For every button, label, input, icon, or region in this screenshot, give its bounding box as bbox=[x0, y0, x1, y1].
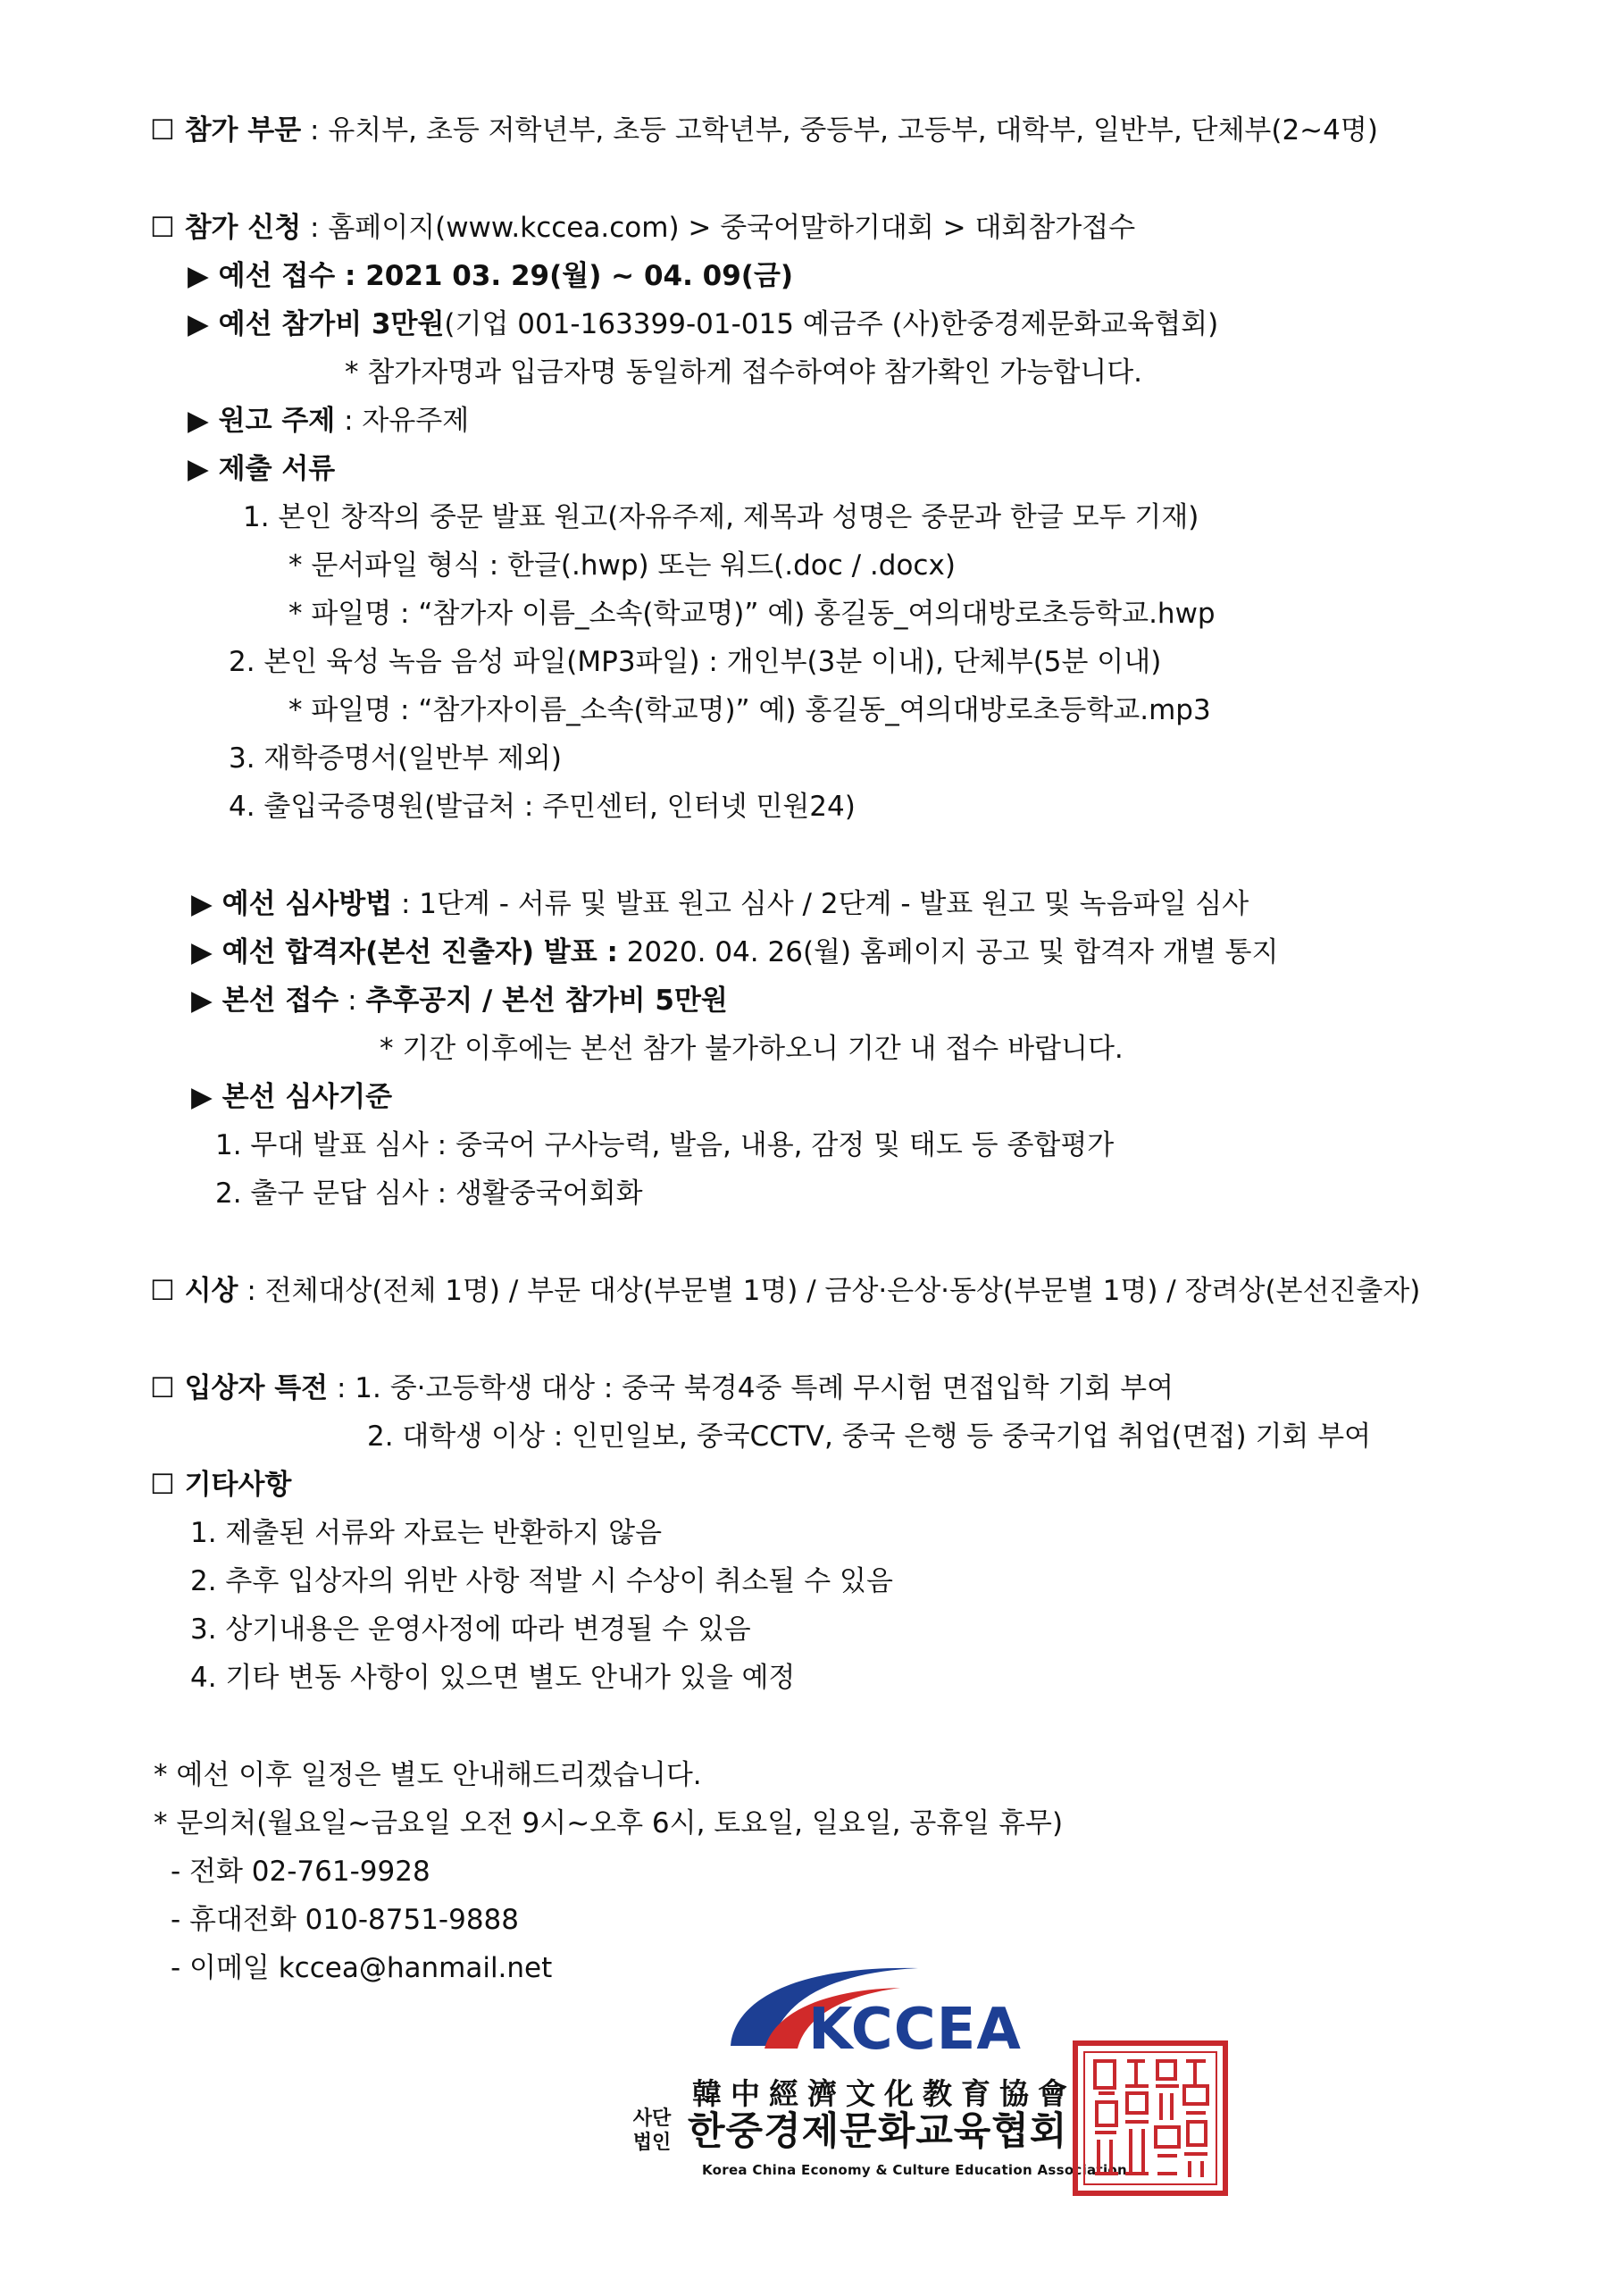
documents-item: 1. 본인 창작의 중문 발표 원고(자유주제, 제목과 성명은 중문과 한글 모두 기재) bbox=[243, 501, 1199, 533]
awards-text: : 전체대상(전체 1명) / 부문 대상(부문별 1명) / 금상·은상·동상(부문별 1명) / 장려상(본선진출자) bbox=[238, 1275, 1421, 1307]
prelim-fee-label: ▶ 예선 참가비 3만원 bbox=[188, 308, 445, 340]
benefits-line-2: 2. 대학생 이상 : 인민일보, 중국CCTV, 중국 은행 등 중국기업 취업(면접) 기회 부여 bbox=[367, 1420, 1372, 1453]
application-text: : 홈페이지(www.kccea.com) > 중국어말하기대회 > 대회참가접수 bbox=[301, 212, 1136, 244]
documents-item: 4. 출입국증명원(발급처 : 주민센터, 인터넷 민원24) bbox=[229, 791, 856, 823]
logo-corp-label bbox=[631, 2107, 673, 2155]
awards-line bbox=[150, 1271, 1420, 1311]
logo-corp-line: 법인 bbox=[632, 2132, 672, 2154]
schedule-note: * 예선 이후 일정은 별도 안내해드리겠습니다. bbox=[154, 1759, 702, 1791]
application-line bbox=[150, 208, 1135, 247]
final-reception-sep: : bbox=[338, 985, 366, 1017]
topic-line bbox=[188, 401, 469, 440]
final-criteria-label-text: ▶ 본선 심사기준 bbox=[191, 1081, 393, 1113]
logo-korean-name: 한중경제문화교육협회 bbox=[688, 2109, 1068, 2154]
misc-item: 4. 기타 변동 사항이 있으면 별도 안내가 있을 예정 bbox=[190, 1662, 796, 1694]
final-reception bbox=[191, 981, 728, 1020]
documents-item: * 파일명 : “참가자 이름_소속(학교명)” 예) 홍길동_여의대방로초등학교.hwp bbox=[288, 598, 1216, 630]
review-method bbox=[191, 884, 1249, 924]
awards-label: ☐ 시상 bbox=[150, 1275, 238, 1307]
benefits-text: : 1. 중·고등학생 대상 : 중국 북경4중 특례 무시험 면접입학 기회 부여 bbox=[328, 1372, 1174, 1404]
prelim-reception-label: ▶ 예선 접수 : 2021 03. 29(월) ~ 04. 09(금) bbox=[188, 260, 794, 292]
benefits-line bbox=[150, 1369, 1174, 1408]
logo-english-name: Korea China Economy & Culture Education Association bbox=[702, 2162, 1127, 2178]
logo-corp-line: 사단 bbox=[632, 2107, 672, 2130]
final-criteria-item: 2. 출구 문답 심사 : 생활중국어회화 bbox=[215, 1177, 643, 1210]
prelim-fee bbox=[188, 305, 1218, 344]
misc-label-text: ☐ 기타사항 bbox=[150, 1469, 292, 1501]
topic-label: ▶ 원고 주제 bbox=[188, 405, 336, 437]
prelim-result bbox=[191, 933, 1278, 972]
documents-item: 2. 본인 육성 녹음 음성 파일(MP3파일) : 개인부(3분 이내), 단체부(5분 이내) bbox=[229, 646, 1162, 678]
documents-item: 3. 재학증명서(일반부 제외) bbox=[229, 742, 562, 775]
application-label: ☐ 참가 신청 bbox=[150, 212, 302, 244]
misc-item: 2. 추후 입상자의 위반 사항 적발 시 수상이 취소될 수 있음 bbox=[190, 1565, 893, 1597]
documents-label-text: ▶ 제출 서류 bbox=[188, 453, 336, 485]
documents-label bbox=[188, 449, 335, 489]
misc-item: 1. 제출된 서류와 자료는 반환하지 않음 bbox=[190, 1517, 663, 1549]
seal-stamp-icon bbox=[1072, 2040, 1229, 2197]
documents-item: * 문서파일 형식 : 한글(.hwp) 또는 워드(.doc / .docx) bbox=[288, 549, 956, 582]
review-method-label: ▶ 예선 심사방법 bbox=[191, 888, 393, 920]
final-reception-label: ▶ 본선 접수 bbox=[191, 985, 339, 1017]
final-reception-text: 추후공지 / 본선 참가비 5만원 bbox=[365, 985, 728, 1017]
misc-label bbox=[150, 1465, 291, 1504]
final-criteria-item: 1. 무대 발표 심사 : 중국어 구사능력, 발음, 내용, 감정 및 태도 등 종합평가 bbox=[215, 1129, 1115, 1161]
benefits-label: ☐ 입상자 특전 bbox=[150, 1372, 329, 1404]
prelim-fee-note: * 참가자명과 입금자명 동일하게 접수하여야 참가확인 가능합니다. bbox=[345, 356, 1143, 389]
categories-line bbox=[150, 111, 1378, 150]
mobile-line: - 휴대전화 010-8751-9888 bbox=[171, 1904, 520, 1936]
prelim-fee-text: (기업 001-163399-01-015 예금주 (사)한중경제문화교육협회) bbox=[444, 308, 1219, 340]
phone-line: - 전화 02-761-9928 bbox=[171, 1856, 430, 1888]
final-note: * 기간 이후에는 본선 참가 불가하오니 기간 내 접수 바랍니다. bbox=[380, 1033, 1124, 1065]
contact-note: * 문의처(월요일~금요일 오전 9시~오후 6시, 토요일, 일요일, 공휴일 휴무) bbox=[154, 1807, 1064, 1839]
final-criteria-label bbox=[191, 1077, 392, 1117]
logo-hanja: 韓中經濟文化教育協會 bbox=[692, 2076, 1076, 2111]
email-line: - 이메일 kccea@hanmail.net bbox=[171, 1952, 553, 1984]
documents-item: * 파일명 : “참가자이름_소속(학교명)” 예) 홍길동_여의대방로초등학교.mp3 bbox=[288, 694, 1211, 726]
logo-acronym: KCCEA bbox=[808, 1997, 1022, 2063]
categories-text: : 유치부, 초등 저학년부, 초등 고학년부, 중등부, 고등부, 대학부, 일반부, 단체부(2~4명) bbox=[301, 114, 1378, 147]
review-method-text: : 1단계 - 서류 및 발표 원고 심사 / 2단계 - 발표 원고 및 녹음파일 심사 bbox=[392, 888, 1249, 920]
prelim-reception bbox=[188, 256, 793, 296]
prelim-result-text: 2020. 04. 26(월) 홈페이지 공고 및 합격자 개별 통지 bbox=[617, 936, 1279, 968]
categories-label: ☐ 참가 부문 bbox=[150, 114, 302, 147]
prelim-result-label: ▶ 예선 합격자(본선 진출자) 발표 : bbox=[191, 936, 618, 968]
misc-item: 3. 상기내용은 운영사정에 따라 변경될 수 있음 bbox=[190, 1613, 751, 1646]
topic-text: : 자유주제 bbox=[335, 405, 470, 437]
